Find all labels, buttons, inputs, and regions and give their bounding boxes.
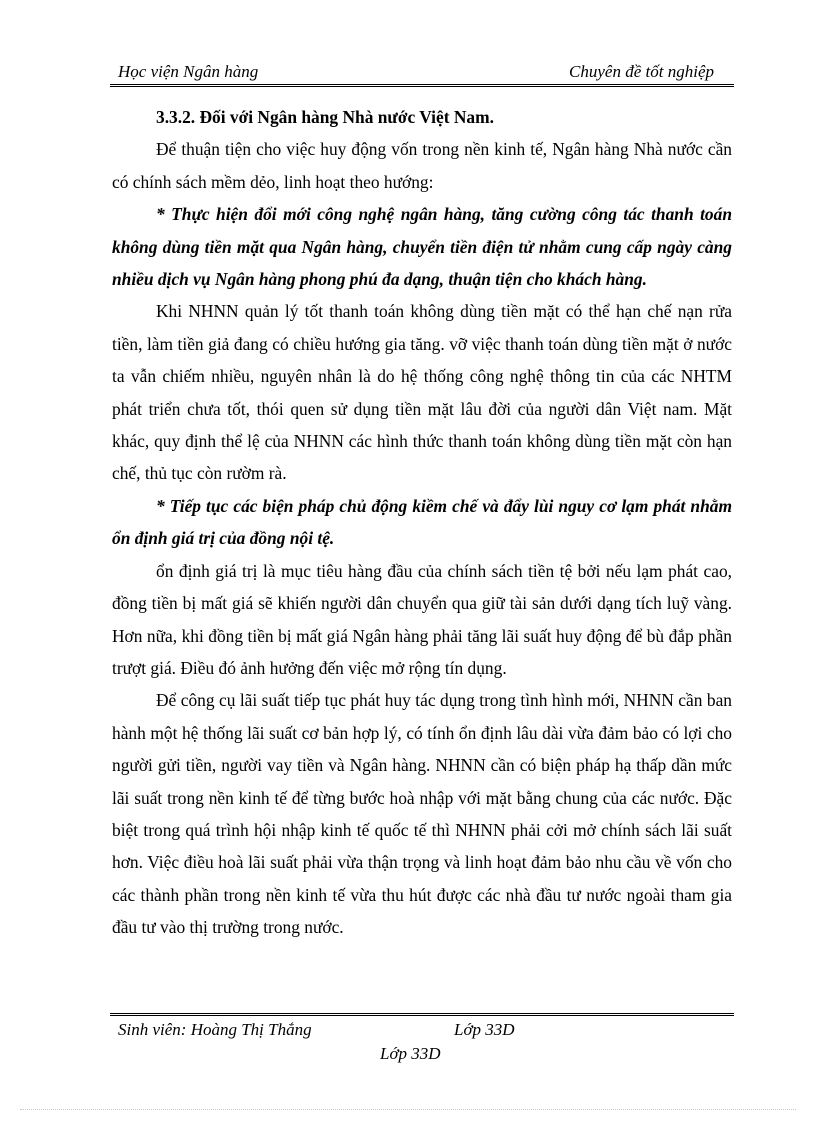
header-report-type: Chuyên đề tốt nghiệp [569, 62, 714, 81]
paragraph-intro: Để thuận tiện cho việc huy động vốn trong nền kinh tế, Ngân hàng Nhà nước cần có chính sách mềm dẻo, linh hoạt theo hướng: [112, 139, 732, 192]
bullet-point-inflation: * Tiếp tục các biện pháp chủ động kiềm chế và đẩy lùi nguy cơ lạm phát nhằm ổn định giá trị của đồng nội tệ. [112, 495, 732, 549]
bullet-point-technology: * Thực hiện đổi mới công nghệ ngân hàng, tăng cường công tác thanh toán không dùng tiền mặt qua Ngân hàng, chuyển tiền điện tử nhằm cung cấp ngày càng nhiều dịch vụ Ngân hàng phong phú đa dạng, thuận tiện cho khách hàng. [112, 204, 732, 290]
page-body [112, 101, 732, 944]
footer-divider [110, 1013, 734, 1016]
header-institution: Học viện Ngân hàng [118, 62, 259, 81]
page-header [118, 60, 732, 84]
section-heading: 3.3.2. Đối với Ngân hàng Nhà nước Việt Nam. [156, 107, 494, 127]
footer-student-name: Sinh viên: Hoàng Thị Thắng [118, 1020, 312, 1039]
footer-class: Lớp 33D [454, 1020, 515, 1039]
header-divider [110, 84, 734, 87]
paragraph-value-stability: ổn định giá trị là mục tiêu hàng đầu của chính sách tiền tệ bởi nếu lạm phát cao, đồng tiền bị mất giá sẽ khiến người dân chuyển qua giữ tài sản dưới dạng tích luỹ vàng. Hơn nữa, khi đồng tiền bị mất giá Ngân hàng phải tăng lãi suất huy động để bù đắp phần trượt giá. Điều đó ảnh hưởng đến việc mở rộng tín dụng. [112, 560, 732, 678]
footer-class-repeat: Lớp 33D [380, 1044, 441, 1063]
paragraph-cashless: Khi NHNN quản lý tốt thanh toán không dùng tiền mặt có thể hạn chế nạn rửa tiền, làm tiền giả đang có chiều hướng gia tăng. vỡ việc thanh toán dùng tiền mặt ở nước ta vẫn chiếm nhiều, nguyên nhân là do hệ thống công nghệ thông tin của các NHTM phát triển chưa tốt, thói quen sử dụng tiền mặt lâu đời của người dân Việt nam. Mặt khác, quy định thể lệ của NHNN các hình thức thanh toán không dùng tiền mặt còn hạn chế, thủ tục còn rườm rà. [112, 301, 732, 484]
page-bottom-separator [20, 1109, 796, 1110]
paragraph-interest-rate: Để công cụ lãi suất tiếp tục phát huy tác dụng trong tình hình mới, NHNN cần ban hành một hệ thống lãi suất cơ bản hợp lý, có tính ổn định lâu dài vừa đảm bảo có lợi cho người gửi tiền, người vay tiền và Ngân hàng. NHNN cần có biện pháp hạ thấp dần mức lãi suất trong nền kinh tế để từng bước hoà nhập với mặt bằng chung của các nước. Đặc biệt trong quá trình hội nhập kinh tế quốc tế thì NHNN phải cởi mở chính sách lãi suất hơn. Việc điều hoà lãi suất phải vừa thận trọng và linh hoạt đảm bảo nhu cầu về vốn cho các thành phần trong nền kinh tế vừa thu hút được các nhà đầu tư nước ngoài tham gia đầu tư vào thị trường trong nước. [112, 690, 732, 938]
